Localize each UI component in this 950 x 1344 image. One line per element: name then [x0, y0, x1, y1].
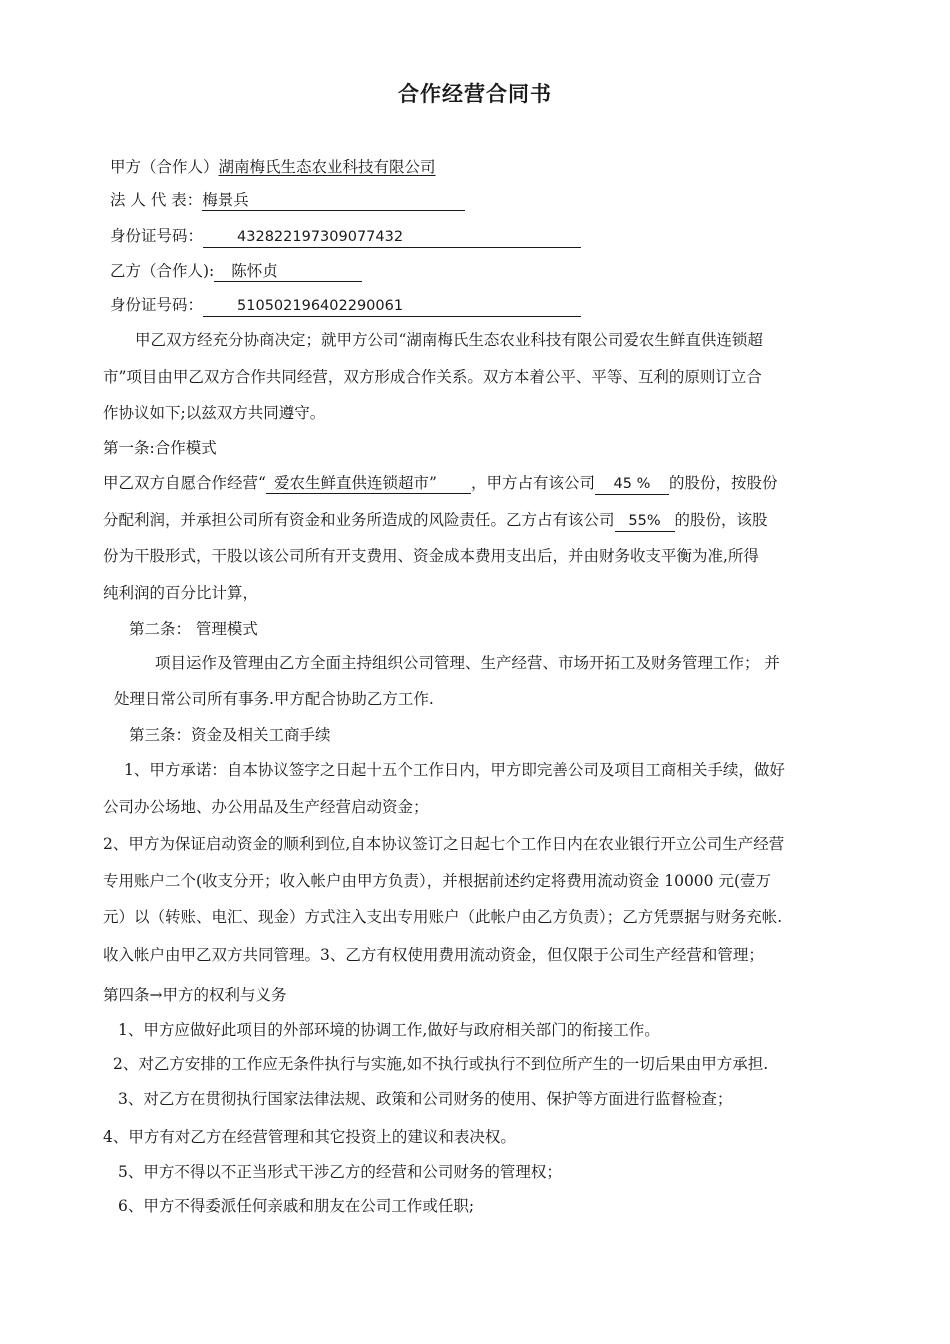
article-1-line-4: 纯利润的百分比计算， [103, 584, 259, 602]
article-4-item-3: 3、对乙方在贯彻执行国家法律法规、政策和公司财务的使用、保护等方面进行监督检查； [118, 1090, 733, 1108]
intro-line-2: 市”项目由甲乙双方合作共同经营，双方形成合作关系。双方本着公平、平等、互利的原则订立合 [103, 368, 762, 386]
article-4-item-6: 6、甲方不得委派任何亲戚和朋友在公司工作或任职; [118, 1197, 475, 1215]
article-1-l2-post: 的股份，该股 [674, 511, 768, 529]
intro-line-1: 甲乙双方经充分协商决定；就甲方公司“湖南梅氏生态农业科技有限公司爱农生鲜直供连锁超 [135, 331, 763, 349]
article-1-line-1 [103, 473, 777, 495]
party-b-share: 55% [628, 513, 661, 529]
party-a-label: 甲方（合作人） [110, 158, 219, 176]
article-1-l2-pre: 分配利润，并承担公司所有资金和业务所造成的风险责任。乙方占有该公司 [103, 511, 615, 529]
article-3-p1-line-1: 1、甲方承诺：自本协议签字之日起十五个工作日内，甲方即完善公司及项目工商相关手续，做好 [124, 761, 785, 779]
article-2-heading: 第二条： 管理模式 [129, 620, 258, 638]
party-a-share: 45 % [613, 476, 651, 492]
article-3-heading: 第三条：资金及相关工商手续 [129, 726, 331, 744]
article-1-l1-pre: 甲乙双方自愿合作经营“ [103, 474, 266, 492]
article-1-l1-post: 的股份，按股份 [668, 474, 778, 492]
article-1-heading: 第一条:合作模式 [103, 439, 217, 457]
article-1-project: 爱农生鲜直供连锁超市” [273, 474, 437, 492]
party-b-id-blank [203, 295, 581, 317]
article-2-line-2: 处理日常公司所有事务.甲方配合协助乙方工作. [114, 690, 434, 708]
party-a-rep-label: 法 人 代 表： [110, 191, 203, 209]
article-4-item-1: 1、甲方应做好此项目的外部环境的协调工作,做好与政府相关部门的衔接工作。 [118, 1021, 660, 1039]
article-4-item-5: 5、甲方不得以不正当形式干涉乙方的经营和公司财务的管理权； [118, 1163, 562, 1181]
party-b-id-number: 510502196402290061 [237, 298, 404, 314]
intro-line-3: 作协议如下;以兹双方共同遵守。 [103, 404, 326, 422]
party-b-id-label: 身份证号码： [110, 296, 204, 314]
article-1-project-blank [266, 473, 471, 494]
party-b-label: 乙方（合作人): [110, 262, 215, 280]
party-a-id-label: 身份证号码： [110, 227, 204, 245]
party-b-line [110, 261, 362, 282]
article-3-p2-line-3: 元）以（转账、电汇、现金）方式注入支出专用账户（此帐户由乙方负责）；乙方凭票据与财务充帐. [103, 908, 783, 926]
party-b-name-blank [214, 261, 362, 282]
party-a-rep-line [110, 190, 465, 211]
party-a-rep-name: 梅景兵 [202, 191, 249, 209]
party-b-name: 陈怀贞 [231, 262, 278, 280]
article-2-line-1: 项目运作及管理由乙方全面主持组织公司管理、生产经营、市场开拓工及财务管理工作； 并 [155, 654, 780, 672]
article-1-l1-mid: ，甲方占有该公司 [470, 474, 595, 492]
party-a-rep-blank [202, 190, 465, 211]
party-a-name: 湖南梅氏生态农业科技有限公司 [218, 158, 436, 176]
article-4-item-4: 4、甲方有对乙方在经营管理和其它投资上的建议和表决权。 [103, 1128, 516, 1146]
document-title: 合作经营合同书 [398, 82, 552, 106]
article-4-item-2: 2、对乙方安排的工作应无条件执行与实施,如不执行或执行不到位所产生的一切后果由甲方承担. [113, 1055, 769, 1073]
party-b-share-blank [615, 510, 675, 532]
party-a-line [110, 157, 436, 177]
article-4-heading: 第四条→甲方的权利与义务 [103, 986, 287, 1004]
article-3-p2-line-4: 收入帐户由甲乙双方共同管理。3、乙方有权使用费用流动资金，但仅限于公司生产经营和管理； [103, 946, 764, 964]
party-a-id-blank [203, 226, 581, 248]
party-a-id-number: 432822197309077432 [237, 229, 404, 245]
party-a-id-line [110, 226, 581, 248]
party-b-id-line [110, 295, 581, 317]
article-1-line-3: 份为干股形式，干股以该公司所有开支费用、资金成本费用支出后，并由财务收支平衡为准,所得 [103, 547, 759, 565]
article-1-line-2 [103, 510, 768, 532]
article-3-p1-line-2: 公司办公场地、办公用品及生产经营启动资金； [103, 798, 429, 816]
party-a-share-blank [595, 473, 669, 495]
article-3-p2-line-2: 专用账户二个(收支分开；收入帐户由甲方负责），并根据前述约定将费用流动资金 10000 元(壹万 [103, 872, 772, 890]
article-3-p2-line-1: 2、甲方为保证启动资金的顺利到位,自本协议签订之日起七个工作日内在农业银行开立公司生产经营 [103, 835, 785, 853]
